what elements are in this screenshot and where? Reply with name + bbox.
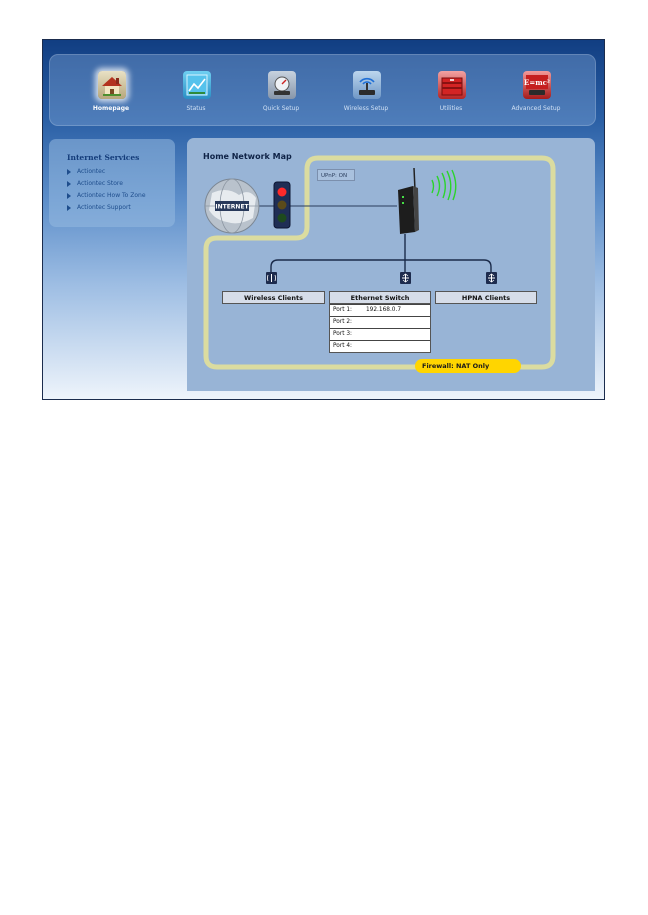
traffic-light-icon[interactable] bbox=[274, 182, 290, 228]
nav-label: Homepage bbox=[92, 105, 130, 112]
sidebar-link-label: Actiontec Support bbox=[77, 204, 131, 211]
internet-services-sidebar bbox=[49, 139, 175, 227]
sidebar-link-actiontec[interactable] bbox=[67, 168, 105, 175]
nav-label: Quick Setup bbox=[262, 105, 300, 112]
quick-setup-icon bbox=[268, 71, 296, 99]
port-row bbox=[330, 304, 430, 316]
nav-label: Advanced Setup bbox=[511, 105, 561, 112]
nav-quick-setup[interactable] bbox=[246, 71, 316, 133]
ethernet-switch-icon bbox=[400, 272, 411, 284]
wireless-clients-header[interactable]: Wireless Clients bbox=[222, 291, 325, 304]
svg-text:E=mc²: E=mc² bbox=[524, 78, 550, 87]
sidebar-link-support[interactable] bbox=[67, 204, 131, 211]
sidebar-link-label: Actiontec bbox=[77, 168, 106, 175]
nav-status[interactable] bbox=[161, 71, 231, 133]
upnp-status: UPnP: ON bbox=[317, 169, 355, 181]
home-icon bbox=[98, 71, 126, 99]
nav-label: Status bbox=[186, 105, 206, 112]
port-row bbox=[330, 340, 430, 352]
utilities-icon bbox=[438, 71, 466, 99]
port-label: Port 1: bbox=[333, 307, 352, 313]
nav-label: Utilities bbox=[439, 105, 463, 112]
hpna-icon bbox=[486, 272, 497, 284]
internet-globe-icon bbox=[205, 179, 259, 233]
router-ui-window bbox=[42, 39, 605, 400]
port-label: Port 2: bbox=[333, 319, 352, 325]
hpna-clients-header[interactable]: HPNA Clients bbox=[435, 291, 537, 304]
wireless-setup-icon bbox=[353, 71, 381, 99]
advanced-setup-icon bbox=[523, 71, 551, 99]
status-icon bbox=[183, 71, 211, 99]
port-row bbox=[330, 328, 430, 340]
sidebar-heading: Internet Services bbox=[67, 153, 140, 162]
nav-wireless-setup[interactable] bbox=[331, 71, 401, 133]
home-network-map-panel bbox=[187, 138, 595, 391]
arrow-right-icon bbox=[67, 193, 71, 199]
port-row bbox=[330, 316, 430, 328]
page-title: Home Network Map bbox=[203, 152, 292, 161]
wifi-signal-icon bbox=[432, 170, 456, 200]
wireless-antenna-icon bbox=[266, 272, 277, 284]
top-navigation-bar bbox=[49, 54, 596, 126]
sidebar-link-label: Actiontec Store bbox=[77, 180, 123, 187]
arrow-right-icon bbox=[67, 205, 71, 211]
port-value[interactable]: 192.168.0.7 bbox=[365, 307, 402, 313]
sidebar-link-label: Actiontec How To Zone bbox=[77, 192, 146, 199]
sidebar-link-how-to-zone[interactable] bbox=[67, 192, 146, 199]
port-label: Port 3: bbox=[333, 331, 352, 337]
firewall-status-badge[interactable]: Firewall: NAT Only bbox=[415, 359, 521, 373]
port-label: Port 4: bbox=[333, 343, 352, 349]
internet-label: INTERNET bbox=[215, 203, 249, 211]
nav-homepage[interactable] bbox=[76, 71, 146, 133]
sidebar-link-store[interactable] bbox=[67, 180, 123, 187]
router-icon[interactable] bbox=[398, 168, 419, 234]
lan-bus bbox=[271, 260, 491, 272]
nav-utilities[interactable] bbox=[416, 71, 486, 133]
arrow-right-icon bbox=[67, 169, 71, 175]
network-map-graphic bbox=[187, 138, 595, 391]
ethernet-port-list bbox=[329, 304, 431, 353]
nav-label: Wireless Setup bbox=[343, 105, 389, 112]
ethernet-switch-header[interactable]: Ethernet Switch bbox=[329, 291, 431, 304]
arrow-right-icon bbox=[67, 181, 71, 187]
nav-advanced-setup[interactable] bbox=[501, 71, 571, 133]
